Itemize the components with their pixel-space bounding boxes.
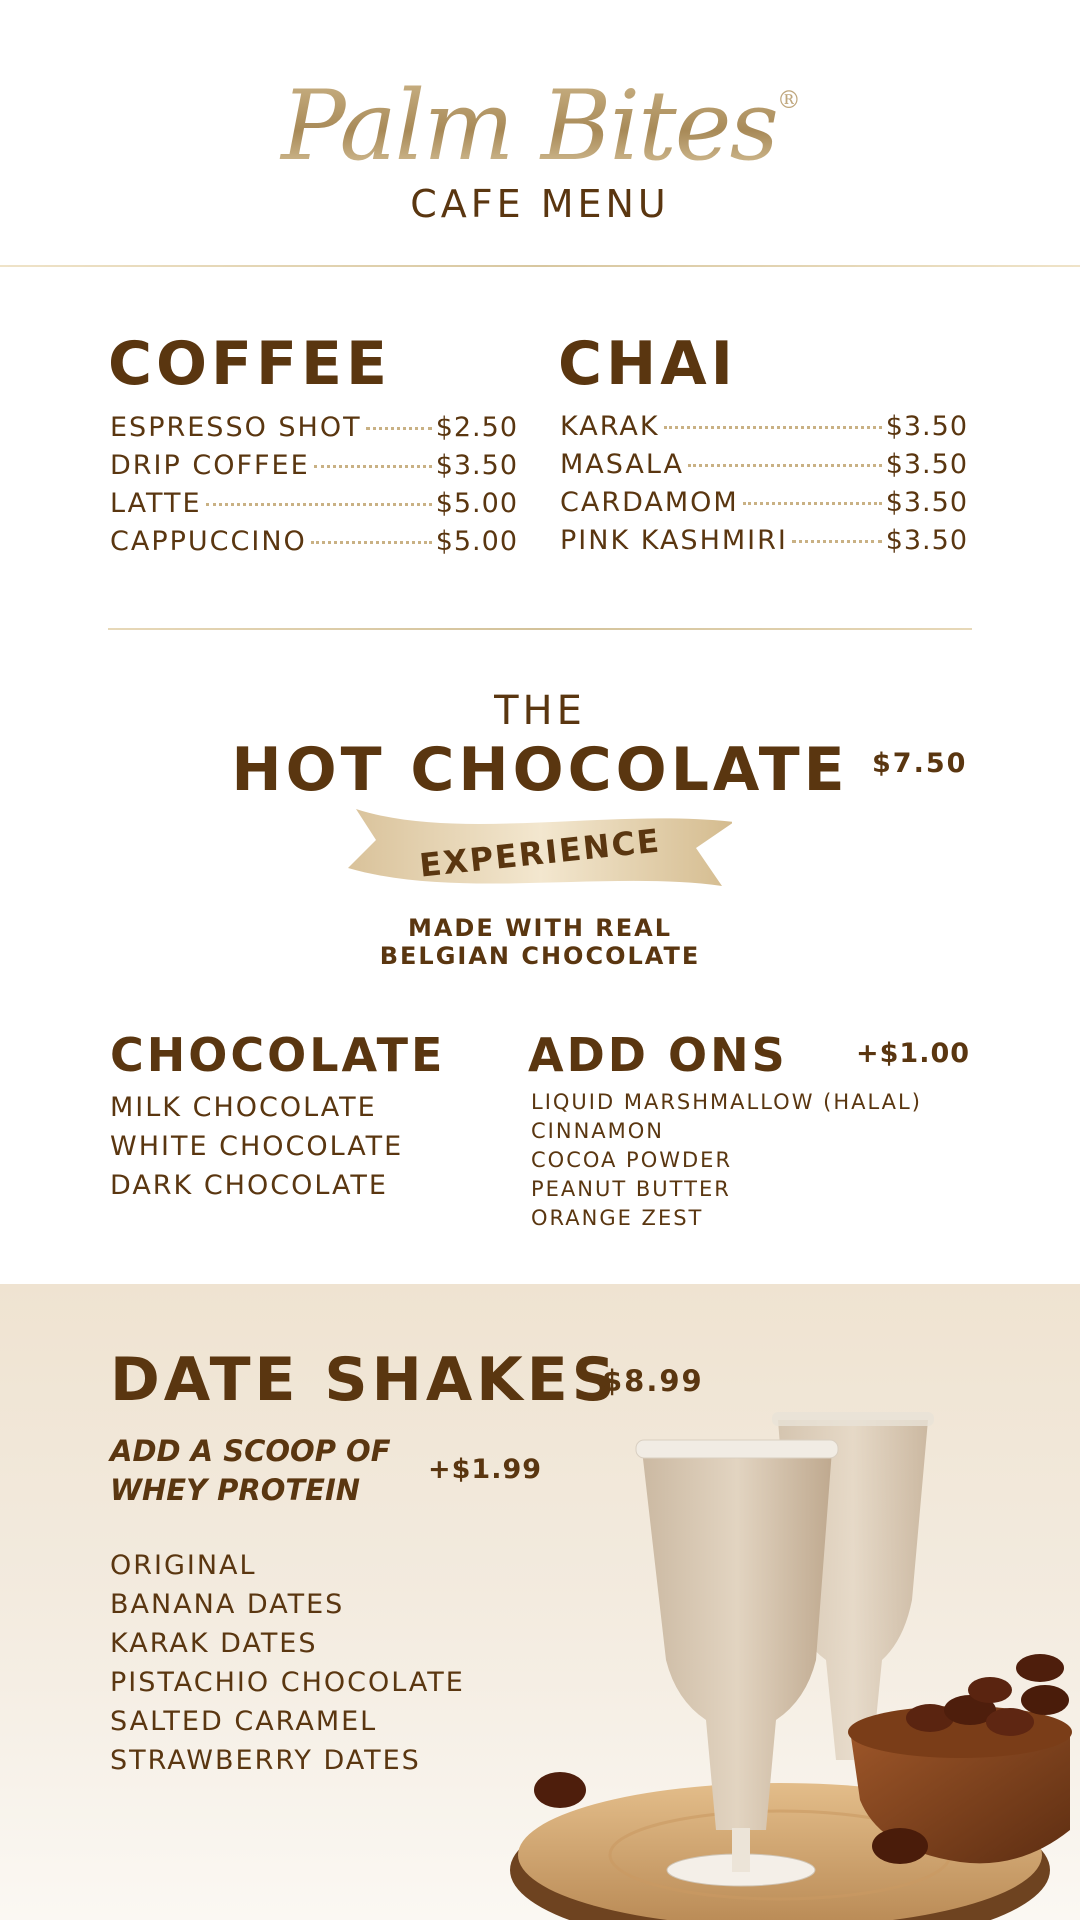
list-item: PINK KASHMIRI $3.50	[560, 525, 968, 556]
chocolate-list	[110, 1088, 403, 1205]
list-item: KARAK DATES	[110, 1628, 318, 1659]
add-ons-heading: ADD ONS	[528, 1028, 788, 1082]
chai-list	[560, 411, 968, 563]
list-item: CAPPUCCINO $5.00	[110, 526, 518, 557]
ribbon-label: EXPERIENCE	[417, 821, 663, 885]
list-item: CARDAMOM $3.50	[560, 487, 968, 518]
brand-logo	[0, 70, 1080, 182]
list-item: DRIP COFFEE $3.50	[110, 450, 518, 481]
date-shake-photo	[500, 1400, 1080, 1920]
hot-chocolate-price: $7.50	[872, 748, 968, 779]
whey-protein-price: +$1.99	[428, 1454, 543, 1485]
date-shakes-heading: DATE SHAKES	[110, 1345, 619, 1415]
tagline-line-1: MADE WITH REAL	[407, 914, 673, 942]
coffee-list	[110, 412, 518, 564]
list-item: PEANUT BUTTER	[531, 1177, 731, 1201]
brand-name: Palm Bites	[281, 70, 777, 182]
date-shakes-price: $8.99	[602, 1364, 704, 1398]
list-item: ORANGE ZEST	[531, 1206, 704, 1230]
list-item: BANANA DATES	[110, 1589, 345, 1620]
date-shake-flavors	[110, 1546, 465, 1780]
add-ons-list	[531, 1088, 922, 1233]
divider-top	[0, 265, 1080, 267]
list-item: WHITE CHOCOLATE	[110, 1131, 404, 1162]
list-item: SALTED CARAMEL	[110, 1706, 378, 1737]
list-item: CINNAMON	[531, 1119, 664, 1143]
list-item: DARK CHOCOLATE	[110, 1170, 388, 1201]
list-item: COCOA POWDER	[531, 1148, 733, 1172]
list-item: LIQUID MARSHMALLOW (HALAL)	[531, 1090, 922, 1114]
registered-mark: ®	[776, 86, 799, 114]
tagline-line-2: BELGIAN CHOCOLATE	[379, 942, 701, 970]
list-item: LATTE $5.00	[110, 488, 518, 519]
whey-line-2: WHEY PROTEIN	[110, 1473, 361, 1507]
list-item: ESPRESSO SHOT $2.50	[110, 412, 518, 443]
experience-ribbon	[348, 800, 732, 896]
whey-protein-note	[110, 1432, 430, 1510]
coffee-heading: COFFEE	[108, 329, 391, 399]
hot-chocolate-the: THE	[494, 688, 586, 734]
add-ons-price: +$1.00	[856, 1038, 971, 1069]
hot-chocolate-tagline	[0, 914, 1080, 970]
hot-chocolate-title: HOT CHOCOLATE	[231, 735, 849, 805]
menu-subtitle: CAFE MENU	[410, 182, 670, 226]
whey-line-1: ADD A SCOOP OF	[110, 1434, 391, 1468]
list-item: STRAWBERRY DATES	[110, 1745, 421, 1776]
list-item: MASALA $3.50	[560, 449, 968, 480]
list-item: PISTACHIO CHOCOLATE	[110, 1667, 465, 1698]
list-item: KARAK $3.50	[560, 411, 968, 442]
divider-middle	[108, 628, 972, 630]
chai-heading: CHAI	[558, 329, 738, 399]
list-item: ORIGINAL	[110, 1550, 257, 1581]
list-item: MILK CHOCOLATE	[110, 1092, 377, 1123]
chocolate-heading: CHOCOLATE	[110, 1028, 446, 1082]
